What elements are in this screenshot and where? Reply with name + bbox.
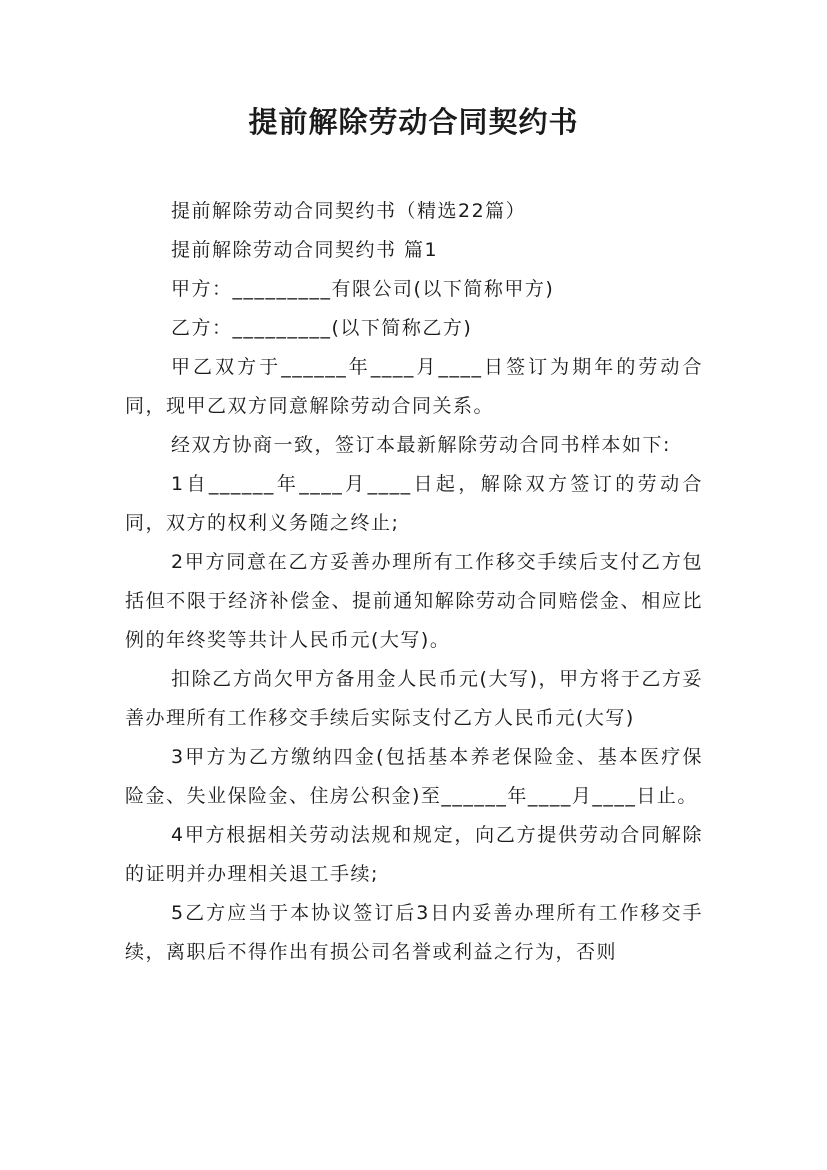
document-title: 提前解除劳动合同契约书 xyxy=(248,105,579,139)
paragraph-clause-3: 3甲方为乙方缴纳四金(包括基本养老保险金、基本医疗保险金、失业保险金、住房公积金)至______年____月____日止。 xyxy=(125,746,703,807)
paragraph-party-b: 乙方：_________(以下简称乙方) xyxy=(171,317,473,339)
document-body xyxy=(125,192,703,972)
paragraph-clause-1: 1自______年____月____日起，解除双方签订的劳动合同，双方的权利义务随之终止; xyxy=(125,473,703,534)
paragraph-section-heading: 提前解除劳动合同契约书 篇1 xyxy=(171,239,439,261)
paragraph-party-a: 甲方：_________有限公司(以下简称甲方) xyxy=(171,278,555,300)
paragraph-subtitle: 提前解除劳动合同契约书（精选22篇） xyxy=(171,200,527,222)
paragraph-clause-2: 2甲方同意在乙方妥善办理所有工作移交手续后支付乙方包括但不限于经济补偿金、提前通知解除劳动合同赔偿金、相应比例的年终奖等共计人民币元(大写)。 xyxy=(125,551,703,651)
paragraph-clause-5: 5乙方应当于本协议签订后3日内妥善办理所有工作移交手续，离职后不得作出有损公司名誉或利益之行为，否则 xyxy=(125,902,703,963)
paragraph-clause-2-deduction: 扣除乙方尚欠甲方备用金人民币元(大写)，甲方将于乙方妥善办理所有工作移交手续后实际支付乙方人民币元(大写) xyxy=(125,668,703,729)
paragraph-intro: 甲乙双方于______年____月____日签订为期年的劳动合同，现甲乙双方同意解除劳动合同关系。 xyxy=(125,356,703,417)
paragraph-clause-4: 4甲方根据相关劳动法规和规定，向乙方提供劳动合同解除的证明并办理相关退工手续; xyxy=(125,824,703,885)
paragraph-agreement: 经双方协商一致，签订本最新解除劳动合同书样本如下: xyxy=(171,434,671,456)
